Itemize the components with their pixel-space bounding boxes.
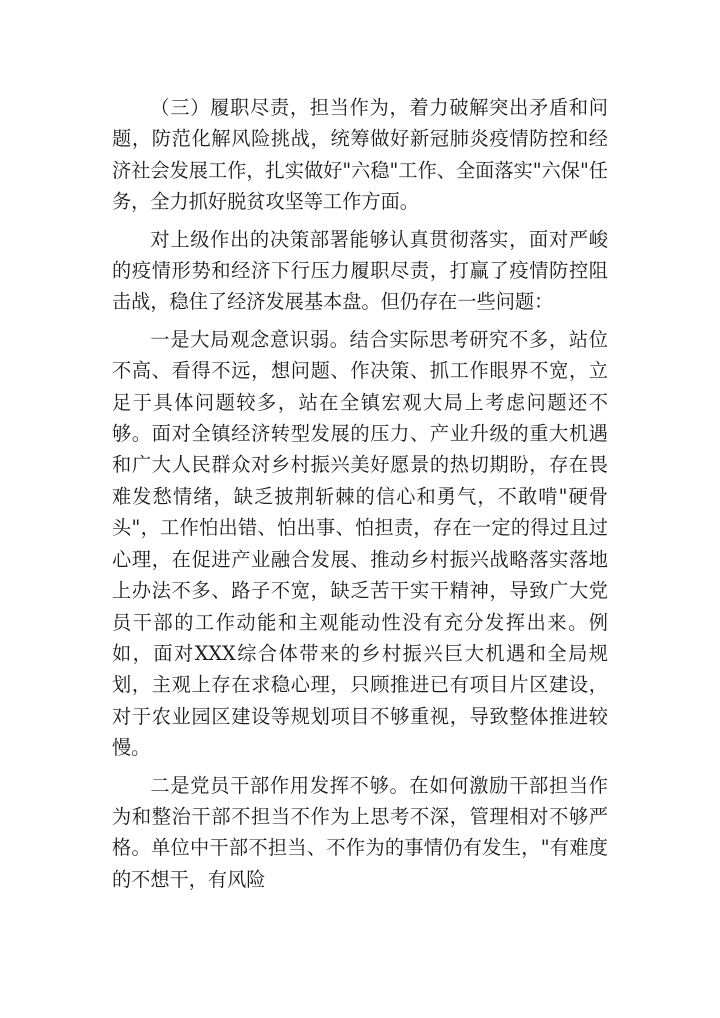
paragraph-section-three: （三）履职尽责，担当作为，着力破解突出矛盾和问题，防范化解风险挑战，统筹做好新冠肺炎疫情防控和经济社会发展工作，扎实做好"六稳"工作、全面落实"六保"任务，全力抓好脱贫攻坚等工作方面。 [112, 96, 608, 214]
paragraph-overview: 对上级作出的决策部署能够认真贯彻落实，面对严峻的疫情形势和经济下行压力履职尽责，打赢了疫情防控阻击战，稳住了经济发展基本盘。但仍存在一些问题： [112, 227, 608, 314]
paragraph-issue-two: 二是党员干部作用发挥不够。在如何激励干部担当作为和整治干部不担当不作为上思考不深，管理相对不够严格。单位中干部不担当、不作为的事情仍有发生，"有难度的不想干，有风险 [112, 773, 608, 891]
paragraph-issue-one: 一是大局观念意识弱。结合实际思考研究不多，站位不高、看得不远，想问题、作决策、抓工作眼界不宽，立足于具体问题较多，站在全镇宏观大局上考虑问题还不够。面对全镇经济转型发展的压力、产业升级的重大机遇和广大人民群众对乡村振兴美好愿景的热切期盼，存在畏难发愁情绪，缺乏披荆斩棘的信心和勇气，不敢啃"硬骨头"，工作怕出错、怕出事、怕担责，存在一定的得过且过心理，在促进产业融合发展、推动乡村振兴战略落实落地上办法不多、路子不宽，缺乏苦干实干精神，导致广大党员干部的工作动能和主观能动性没有充分发挥出来。例如，面对XXX综合体带来的乡村振兴巨大机遇和全局规划，主观上存在求稳心理，只顾推进已有项目片区建设，对于农业园区建设等规划项目不够重视，导致整体推进较慢。 [112, 327, 608, 760]
document-body [112, 92, 608, 901]
